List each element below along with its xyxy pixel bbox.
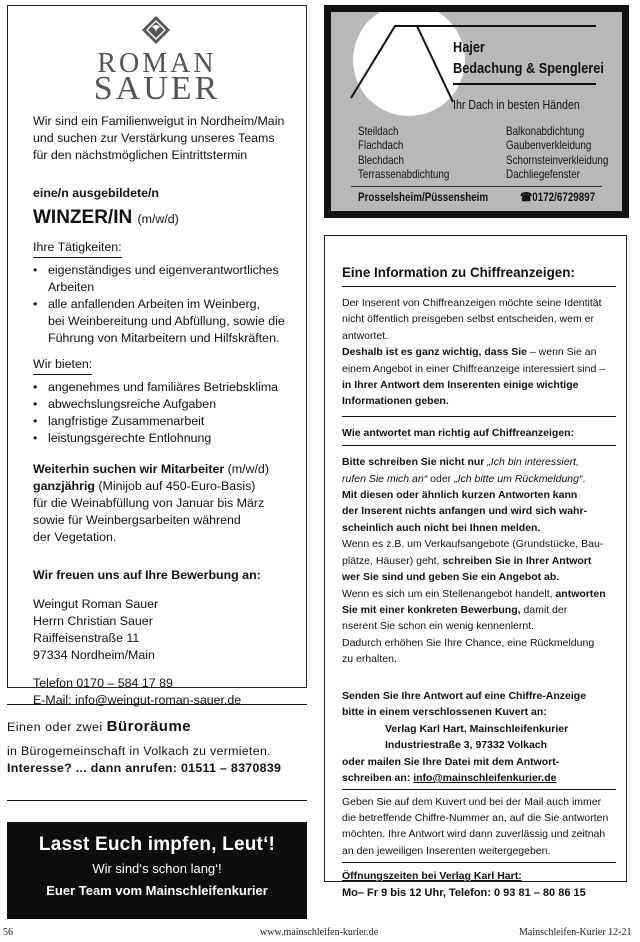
list-item: • abwechslungsreiche Aufgaben: [33, 396, 306, 413]
apply-heading: Wir freuen uns auf Ihre Bewerbung an:: [33, 568, 261, 582]
list-item: • langfristige Zusammenarbeit: [33, 413, 306, 430]
footer-url[interactable]: www.mainschleifen-kurier.de: [260, 927, 379, 938]
page-number: 56: [3, 927, 13, 938]
roofer-name-line-1: Hajer: [453, 39, 485, 56]
job-ad: [7, 5, 307, 707]
job-intro: Wir sind ein Familienweigut in Nordheim/Main und suchen zur Verstärkung unseres Teams für den nächstmöglichen Eintrittstermin: [33, 114, 285, 162]
more-positions: Weiterhin suchen wir Mitarbeiter (m/w/d) ganzjährig (Minijob auf 450-Euro-Basis) für die Weinabfüllung von Januar bis März sowie für Weinbergsarbeiten während der Vegetation.: [33, 462, 269, 544]
office-headline: Einen oder zwei Büroräume: [7, 718, 192, 735]
divider: [342, 286, 616, 287]
office-description: in Bürogemeinschaft in Volkach zu vermieten.: [7, 744, 271, 758]
opening-hours: Mo– Fr 9 bis 12 Uhr, Telefon: 0 93 81 – 80 86 15: [342, 886, 586, 899]
list-item: • angenehmes und familiäres Betriebsklima: [33, 379, 306, 396]
list-item: • leistungsgerechte Entlohnung: [33, 430, 306, 447]
divider: [342, 862, 616, 863]
divider: [342, 789, 616, 790]
roofer-phone[interactable]: ☎0172/6729897: [520, 190, 596, 204]
tasks-heading: Ihre Tätigkeiten:: [33, 239, 122, 258]
vaccine-subline: Wir sind‘s schon lang‘!: [92, 861, 222, 876]
roofer-slogan: Ihr Dach in besten Händen: [453, 97, 580, 112]
winery-phone[interactable]: Telefon 0170 – 584 17 89: [33, 676, 173, 690]
winery-logo: [8, 6, 306, 106]
offers-list: [33, 379, 306, 447]
roofer-name-line-2: Bedachung & Spenglerei: [453, 60, 604, 77]
winery-emblem-icon: [142, 16, 170, 44]
winery-email[interactable]: E-Mail: info@weingut-roman-sauer.de: [33, 693, 242, 707]
divider: [7, 704, 307, 705]
logo-line-2: SAUER: [93, 70, 221, 107]
office-ad: [7, 718, 307, 775]
list-item: • alle anfallenden Arbeiten im Weinberg, bei Weinbereitung und Abfüllung, sowie die Führung von Mitarbeitern und Hilfskräften.: [33, 296, 306, 347]
divider: [342, 416, 616, 417]
chiffre-info: [324, 235, 627, 899]
tasks-list: [33, 262, 306, 347]
divider: [7, 800, 307, 801]
offers-heading: Wir bieten:: [33, 356, 92, 375]
office-phone[interactable]: Interesse? ... dann anrufen: 01511 – 8370839: [7, 761, 282, 775]
logo-line-1: ROMAN: [97, 48, 217, 79]
winery-address: Weingut Roman Sauer Herrn Christian Sauer Raiffeisenstraße 11 97334 Nordheim/Main: [33, 597, 159, 662]
vaccine-signature: Euer Team vom Mainschleifenkurier: [46, 883, 268, 898]
chiffre-paragraph: Der Inserent von Chiffreanzeigen möchte seine Identität nicht öffentlich preisgeben selbst entscheiden, wem er antwortet. Deshalb ist es ganz wichtig, dass Sie – wenn Sie an einem Angebot in einer Chiffreanzeige interessiert sind – in Ihrer Antwort dem Inserenten einige wichtige Informationen geben.: [342, 297, 606, 408]
list-item: • eigenständiges und eigenverantwortliches Arbeiten: [33, 262, 306, 296]
roofing-ad: [324, 5, 629, 218]
services-left: Steildach Flachdach Blechdach Terrassenabdichtung: [358, 124, 450, 182]
chiffre-question-heading: Wie antwortet man richtig auf Chiffreanzeigen:: [342, 426, 575, 439]
chiffre-email-link[interactable]: info@mainschleifenkurier.de: [413, 772, 557, 785]
vaccine-headline: Lasst Euch impfen, Leut‘!: [38, 834, 276, 855]
divider: [342, 445, 616, 446]
chiffre-instructions: Bitte schreiben Sie nicht nur „Ich bin interessiert, rufen Sie mich an“ oder „Ich bitte um Rückmeldung“. Mit diesen oder ähnlich kurzen Antworten kann der Inserent nichts anfangen und wird sich wahr- scheinlich auch nicht bei Ihnen melden. Wenn es z.B. um Verkaufsangebote (Grundstücke, Bau- plätze, Häuser) geht, schreiben Sie in Ihrer Antwort wer Sie sind und geben Sie ein Angebot ab. Wenn es sich um ein Stellenangebot handelt, antworten Sie mit einer konkreten Bewerbung, damit der nserent Sie schon ein wenig kennenlernt. Dadurch erhöhen Sie Ihre Chance, eine Rückmeldung zu erhalten.: [342, 456, 606, 666]
job-subtitle: eine/n ausgebildete/n: [33, 186, 159, 200]
divider: [351, 186, 602, 187]
roofer-towns: Prosselsheim/Püssensheim: [358, 190, 489, 204]
footer-issue: Mainschleifen-Kurier 12-21: [519, 927, 632, 938]
chiffre-heading: Eine Information zu Chiffreanzeigen:: [342, 265, 575, 280]
services-right: Balkonabdichtung Gaubenverkleidung Schornsteinverkleidung Dachliegefenster: [506, 124, 609, 182]
vaccine-banner: [7, 822, 307, 919]
chiffre-mail-instructions: Senden Sie Ihre Antwort auf eine Chiffre-Anzeige bitte in einem verschlossenen Kuvert an: Verlag Karl Hart, Mainschleifenkurier Industriestraße 3, 97332 Volkach oder mailen Sie Ihre Datei mit dem Antwort- schreiben an: info@mainschleifenkurier.de: [342, 689, 587, 785]
opening-hours-heading: Öffnungszeiten bei Verlag Karl Hart:: [342, 870, 522, 883]
chiffre-note: Geben Sie auf dem Kuvert und bei der Mail auch immer die betreffende Chiffre-Nummer an, auf die Sie antworten möchten. Ihre Antwort wird dann zuverlässig und zeitnah an den jeweiligen Inserenten weitergegeben.: [342, 795, 609, 857]
job-title: WINZER/IN (m/w/d): [33, 207, 179, 228]
